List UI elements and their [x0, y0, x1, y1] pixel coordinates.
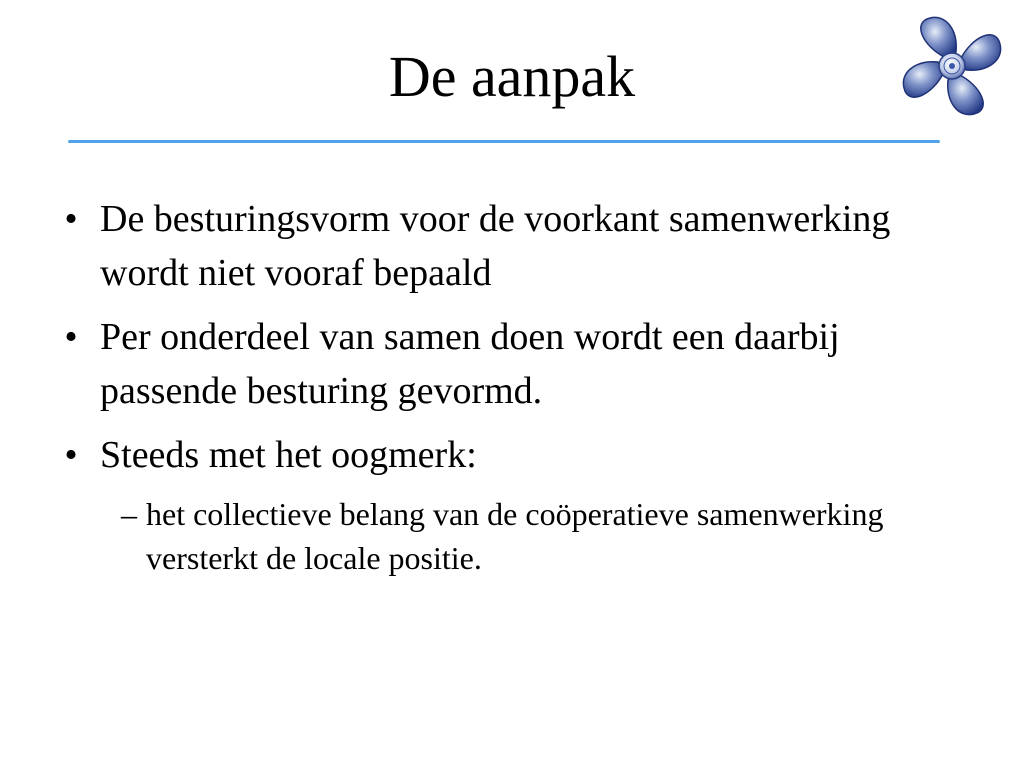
bullet-marker: • [64, 198, 78, 240]
sub-bullet-text: het collectieve belang van de coöperatieve samenwerking versterkt de locale positie. [146, 496, 884, 576]
sub-bullet-item [116, 492, 956, 580]
bullet-marker: • [64, 316, 78, 358]
bullet-item [56, 310, 956, 418]
title-underline [68, 140, 940, 143]
bullet-text: De besturingsvorm voor de voorkant samenwerking wordt niet vooraf bepaald [100, 198, 891, 294]
propeller-logo-icon [900, 14, 1004, 118]
bullet-text: Per onderdeel van samen doen wordt een daarbij passende besturing gevormd. [100, 316, 840, 412]
bullet-text: Steeds met het oogmerk: [100, 434, 477, 476]
sub-bullet-marker: – [121, 496, 137, 532]
bullet-item [56, 428, 956, 482]
slide-title: De aanpak [388, 44, 636, 109]
bullet-marker: • [64, 434, 78, 476]
bullet-item [56, 192, 956, 300]
bullet-list [56, 192, 956, 580]
